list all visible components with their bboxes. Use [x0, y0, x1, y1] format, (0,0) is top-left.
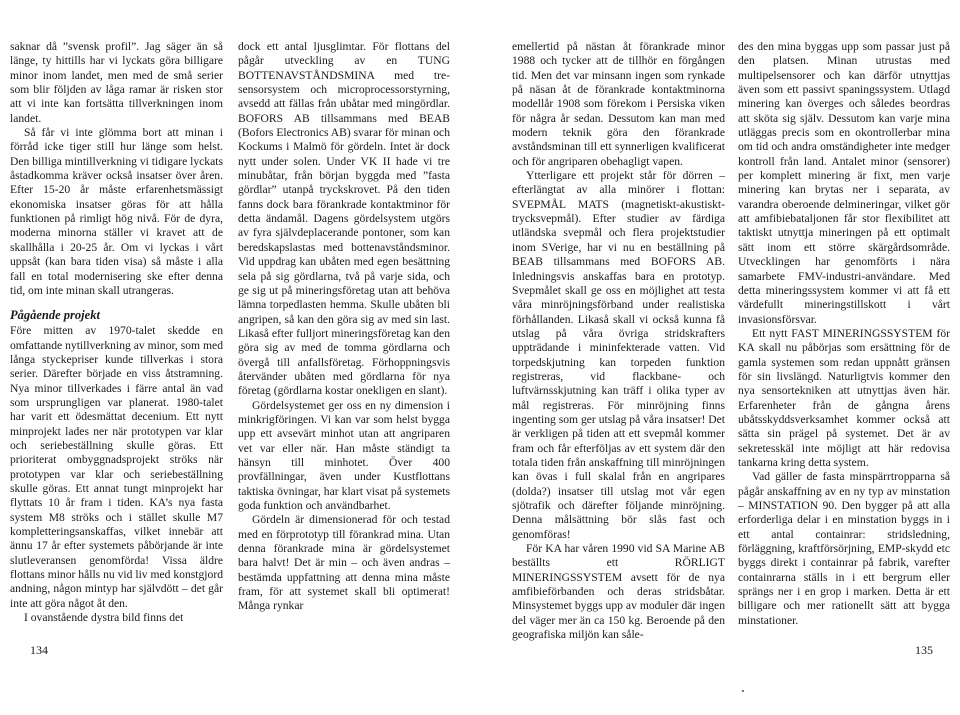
paragraph: Ett nytt FAST MINERINGSSYSTEM för KA skall nu påbörjas som ersättning för de gamla systemen som redan uppnått gränsen för sin livslängd. Naturligtvis kommer den nya sensortekniken att utnyttjas även här. Erfarenheter från de gångna årens ubåtsskyddsverksamhet kommer också att sätta sin prägel på systemet. Det är av sekretesskäl inte möjligt att här redovisa tankarna kring detta system.: [738, 326, 950, 469]
column-4: [738, 40, 950, 628]
column-3: [512, 40, 725, 642]
section-heading: Pågående projekt: [10, 308, 100, 323]
paragraph: Vad gäller de fasta minspärrtropparna så pågår anskaffning av en ny typ av minstation – MINSTATION 90. Den bygger på att alla erforderliga delar i en minstation byggs in i ett antal containrar: stridsledning, förläggning, kraftförsörjning, EMP-skydd etc byggs direkt i containrar på fabrik, varefter containrarna ställs in i ett bergrum eller sprängs ner i en grop i marken. Detta är ett billigare och mer rationellt sätt att bygga minstationer.: [738, 470, 950, 627]
paragraph: Gördeln är dimensionerad för och testad med en förprototyp till förankrad mina. Utan denna förankrade mina är gördelsystemet bara halvt! Det är min – och även andras – bestämda uppfattning att denna mina måste fram, för att systemet skall bli optimerat! Många rynkar: [238, 513, 450, 613]
page-number-left: 134: [30, 643, 48, 657]
paragraph: I ovanstående dystra bild finns det: [24, 611, 184, 625]
paragraph: dock ett antal ljusglimtar. För flottans del pågår utveckling av en TUNG BOTTENAVSTÅNDSMINA med tre-sensorsystem och microprocessorstyrning, avsedd att fällas från ubåtar med mingördlar. BOFORS AB tillsammans med BEAB (Bofors Electronics AB) svarar för minan och Kockums i Malmö för gördeln. Intet är dock nytt under solen. Under VK II hade vi tre minubåtar, från början byggda med ”fasta gördlar” utanpå tryckskrovet. På den tiden fanns dock bara förankrade kontaktminor för detta ändamål. Dagens gördelsystem utgörs av fyra självdeplacerande pontoner, som kan beredskapslastas med bottenavståndsminor. Vid uppdrag kan ubåten med egen besättning sela på sig gördlarna, två på varje sida, och ge sig ut på mineringsföretag utan att behöva lämna torpedlasten hemma. Skulle ubåten bli angripen, så kan den göra sig av med sin last. Likaså efter fulljort mineringsföretag kan den göra sig av med de tomma gördlarna och övergå till anfallsföretag. Förhoppningsvis återvänder ubåten med gördlarna för nya företag (gördlarna kostar onekligen en slant).: [238, 40, 450, 398]
paragraph: Ytterligare ett projekt står för dörren – efterlängtat av alla minörer i flottan: SVEPMÅL MATS (magnetiskt-akustiskt-trycksvepmål). Efter studier av färdiga utländska svepmål och flera projektstudier inom SVerige, har vi nu en beställning på BEAB tillsammans med BOFORS AB. Inledningsvis anskaffas bara en prototyp. Svepmålet skall ge oss en möjlighet att testa våra minröjningsförband under realistiska förhållanden. Likaså skall vi också kunna få utslag på våra övriga stridskrafters uppträdande i mininfekterade vatten. Vid torpedskjutning kan torpeden funktion registreras, vid flackbane- och luftvärnsskjutning kan träff i olika typer av mål registreras. För minröjning finns ingenting som ger utslag på våra insatser! Det är verkligen på tiden att ett svepmål kommer fram och får efterföljas av ett system där den totala tiden från anskaffning till minröjningen kan övas i full skalal från en angripares (dolda?) insatser till utslag mot vår egen sjötrafik och därefter följande minröjning. Denna målsättning bör slås fast och genomföras!: [512, 169, 725, 541]
paragraph: För KA har våren 1990 vid SA Marine AB beställts ett RÖRLIGT MINERINGSSYSTEM avsett för de nya amfibieförbanden och deras stridsbåtar. Minsystemet byggs upp av moduler där ingen del väger mer än ca 150 kg. Beroende på den geografiska miljön kan såle-: [512, 542, 725, 642]
column-1: [10, 40, 223, 625]
column-2: [238, 40, 450, 614]
page-number-right: 135: [915, 643, 933, 657]
paragraph: saknar då ”svensk profil”. Jag säger än så länge, ty hittills har vi lyckats göra billigare minor inom landet, men med de små serier som blir följden av låga ramar är risken stor att vi inte kan fortsätta tillverkningen inom landet.: [10, 40, 223, 125]
paragraph: Före mitten av 1970-talet skedde en omfattande nytillverkning av minor, som med långa styckepriser kunde tillverkas i stora serier. Därefter började en viss åtstramning. Nya minor tillverkades i färre antal än vad som ursprungligen var planerat. 1980-talet har varit ett ödesmättat decenium. Ett nytt minprojekt lades ner när prototypen var klar och seriebeställning skulle göras. Ett prioriterat ombyggnadsprojekt ströks när prototypen var klar och seriebeställning skulle göras. Ett annat tungt minprojekt har flyttats 10 år fram i tiden. KA’s nya fasta system M8 ströks och i stället skulle M7 kompletteringsanskaffas, vilket innebär att ännu 17 år efter systemets påbörjande är inte slutleveransen genomförda! Vissa äldre flottans minor hålls nu vid liv med konstgjord andning, någon mintyp har självdött – det går inte att göra något åt den.: [10, 324, 223, 610]
paragraph: emellertid på nästan åt förankrade minor 1988 och tycker att de tillhör en förgången tid. Men det var minsann ingen som rynkade på näsan åt de förankrade kontaktminorna modellår 1908 som förekom i Persiska viken för några år sedan. Dessutom kan man med modern teknik göra den förankrade avståndsminan till ett synnerligen kvalificerat och för angriparen obehagligt vapen.: [512, 40, 725, 168]
paragraph: des den mina byggas upp som passar just på den platsen. Minan utrustas med multipelsensorer och kan därför utnyttjas även som ett passivt spaningssystem. Utlagd minering kan överges och således beordras att sköta sig själv. Dessutom kan varje mina utläggas precis som en okontrollerbar mina om tid och andra omständigheter inte medger kontroll från land. Antalet minor (sensorer) per komplett minering är fixt, men varje minering kan brytas ner i separata, av varandra oberoende delmineringar, vilket gör att amfibiebataljonen får stor flexibilitet att taktiskt utnyttja mineringen på ett optimalt sätt inom ett större skärgårdsområde. Utvecklingen har genomförts i nära samarbete FMV-industri-användare. Med detta mineringssystem kommer vi att få ett värdefullt mineringstillskott i vårt invasionsförsvar.: [738, 40, 950, 326]
paragraph: Gördelsystemet ger oss en ny dimension i minkrigföringen. Vi kan var som helst bygga upp ett avsevärt minhot utan att angriparen vet var eller när. Han måste ständigt ta hänsyn till minhotet. Över 400 provfällningar, även under Kustflottans taktiska övningar, har klart visat på systemets goda funktion och användbarhet.: [238, 398, 450, 512]
print-speck: [742, 690, 744, 692]
paragraph: Så får vi inte glömma bort att minan i förråd icke tiger still hur länge som helst. Den billiga mintillverkning vi tidigare lyckats åstadkomma kräver också insatser över åren. Efter 15-20 år måste erfarenhetsmässigt ekonomiska insatser göras för att hålla funktionen på rimligt hög nivå. För de dyra, moderna minorna ställer vi kravet att de skallhålla i 20-25 år. Om vi lyckas i vårt uppsåt (kan bara tiden visa) så måste i alla fall en total modernisering ske efter denna tid, om inte minan skall utrangeras.: [10, 126, 223, 297]
